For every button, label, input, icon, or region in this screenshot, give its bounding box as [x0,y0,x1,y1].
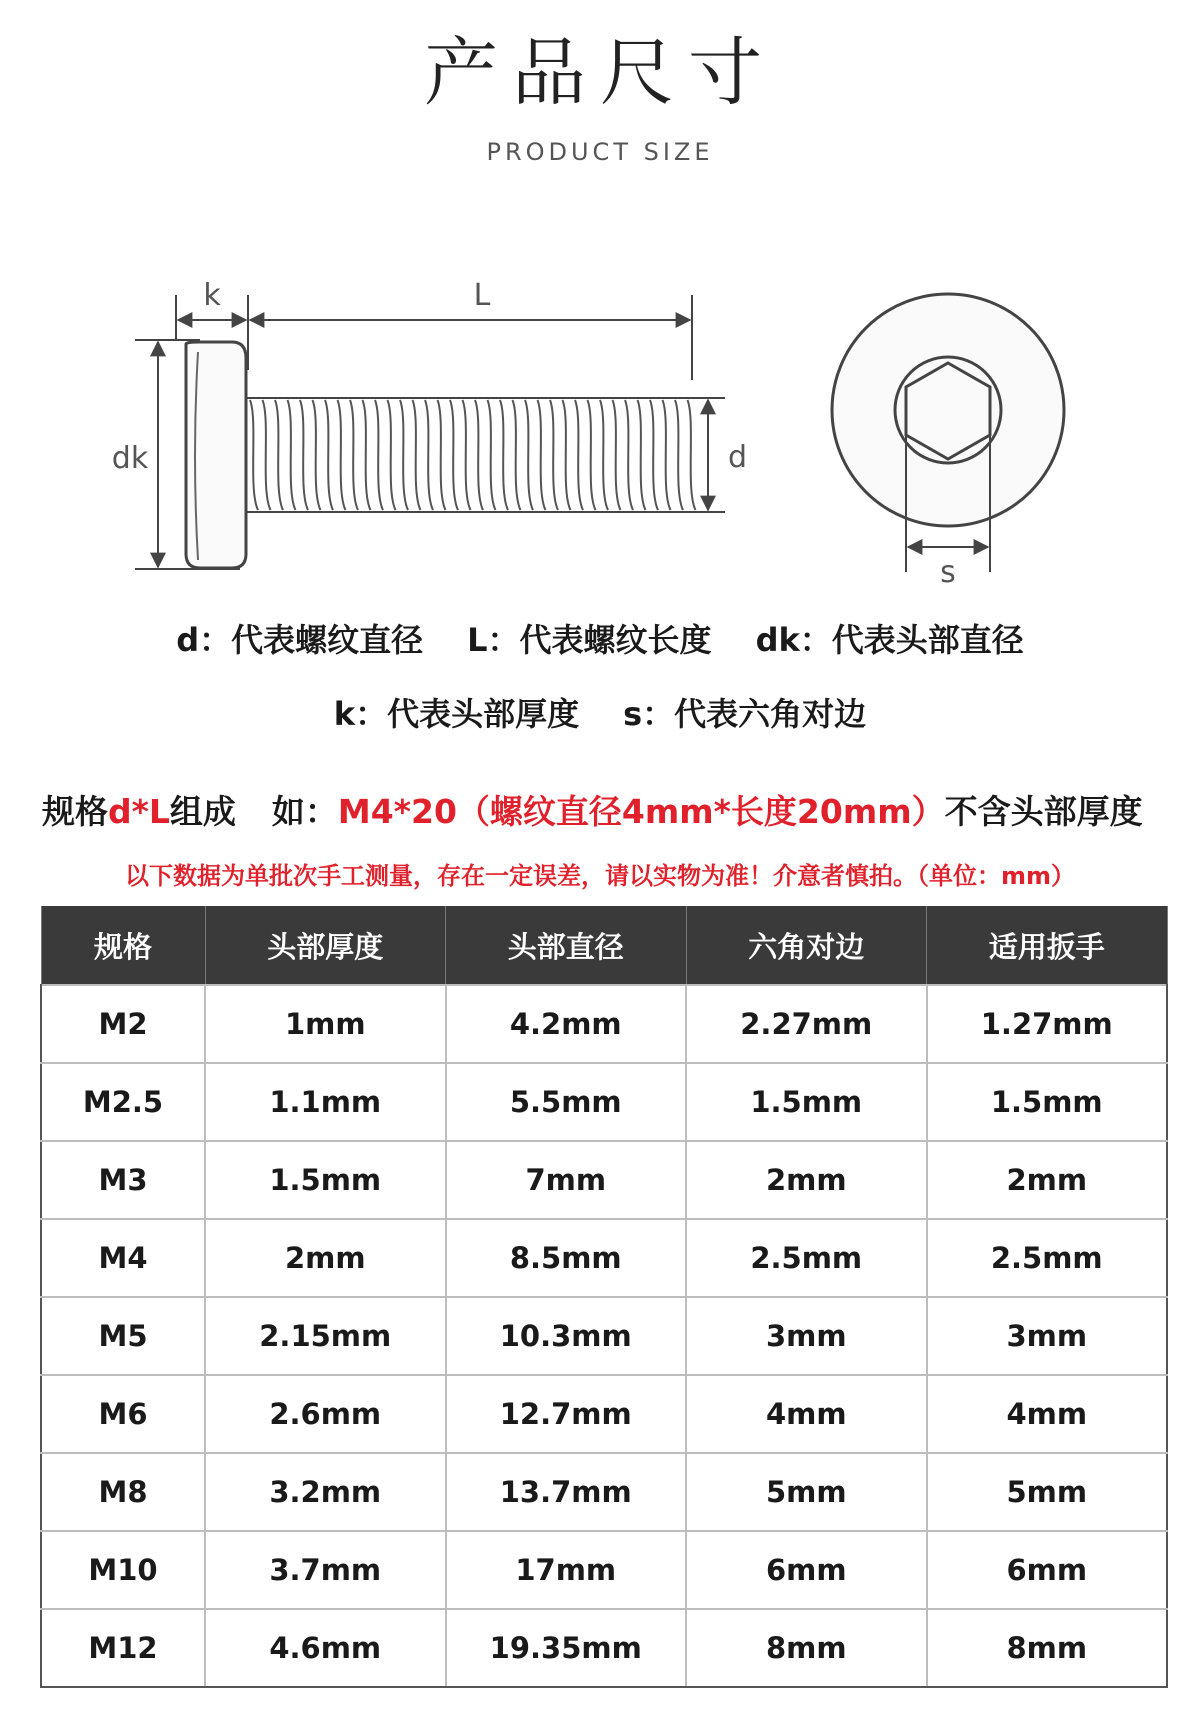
table-cell: 3.7mm [205,1531,446,1609]
legend-line-2 [0,695,1200,733]
legend-item-s [623,695,866,733]
table-cell: 6mm [927,1531,1168,1609]
table-cell: 1.5mm [686,1063,927,1141]
table-cell: 3mm [686,1297,927,1375]
legend-separator: ： [642,695,675,733]
table-cell: 2mm [927,1141,1168,1219]
thread-line [525,400,533,510]
table-row [41,1063,1167,1141]
legend-text: 代表螺纹直径 [231,621,424,659]
table-cell: 7mm [446,1141,687,1219]
legend-key: d [176,621,200,659]
thread-line [413,400,421,510]
table-cell: M2.5 [41,1063,205,1141]
thread-line [475,400,483,510]
spec-prefix: 规格 [42,792,108,831]
table-cell: 2.5mm [686,1219,927,1297]
thread-line [375,400,383,510]
label-d: d [728,440,748,475]
spec-formula: d*L [108,792,170,831]
table-cell: M8 [41,1453,205,1531]
table-cell: 4.2mm [446,985,687,1063]
table-cell: 4mm [927,1375,1168,1453]
table-cell: 8mm [686,1609,927,1687]
thread-line [513,400,521,510]
table-row [41,1531,1167,1609]
column-header: 六角对边 [686,906,927,985]
table-row [41,1297,1167,1375]
legend-key: s [623,695,643,733]
legend-separator: ： [799,621,832,659]
table-cell: 1.27mm [927,985,1168,1063]
table-cell: 19.35mm [446,1609,687,1687]
thread-line [650,400,658,510]
spec-example: M4*20（螺纹直径4mm*长度20mm） [337,792,945,831]
legend-key: dk [755,621,800,659]
column-header: 头部直径 [446,906,687,985]
table-cell: 2mm [686,1141,927,1219]
table-cell: M5 [41,1297,205,1375]
thread-line [325,400,333,510]
label-L: L [473,278,491,313]
thread-line [463,400,471,510]
table-cell: M10 [41,1531,205,1609]
thread-line [563,400,571,510]
table-cell: M4 [41,1219,205,1297]
thread-line [313,400,321,510]
legend-item-dk [756,621,1024,659]
table-cell: M6 [41,1375,205,1453]
table-header-row [41,906,1167,985]
table-row [41,985,1167,1063]
thread-line [575,400,583,510]
label-s: s [940,555,956,590]
legend-separator: ： [355,695,388,733]
table-cell: 10.3mm [446,1297,687,1375]
table-cell: 2.15mm [205,1297,446,1375]
label-k: k [203,278,221,313]
table-cell: 2.6mm [205,1375,446,1453]
table-cell: 1mm [205,985,446,1063]
page-title: 产品尺寸 [424,30,776,116]
column-header: 适用扳手 [927,906,1168,985]
thread-line [300,400,308,510]
table-row [41,1453,1167,1531]
table-cell: 2.27mm [686,985,927,1063]
table-cell: 8mm [927,1609,1168,1687]
page-subtitle: PRODUCT SIZE [486,138,714,166]
thread-line [250,400,258,510]
thread-line [388,400,396,510]
table-row [41,1219,1167,1297]
thread-line [450,400,458,510]
legend-text: 代表螺纹长度 [519,621,712,659]
legend-key: k [333,695,356,733]
thread-line [275,400,283,510]
table-cell: 5mm [927,1453,1168,1531]
table-cell: 2mm [205,1219,446,1297]
table-cell: M12 [41,1609,205,1687]
table-row [41,1609,1167,1687]
table-row [41,1375,1167,1453]
legend-item-l [467,621,711,659]
spec-note-tail: 不含头部厚度 [944,792,1143,831]
table-cell: 6mm [686,1531,927,1609]
bolt-diagram [0,260,1200,590]
thread-line [675,400,683,510]
thread-line [613,400,621,510]
table-cell: 8.5mm [446,1219,687,1297]
label-dk: dk [111,441,149,476]
table-cell: 1.1mm [205,1063,446,1141]
column-header: 头部厚度 [205,906,446,985]
table-cell: 5.5mm [446,1063,687,1141]
table-row [41,1141,1167,1219]
thread-line [350,400,358,510]
column-header: 规格 [41,906,205,985]
table-cell: 4.6mm [205,1609,446,1687]
size-table [40,906,1168,1688]
table-cell: 3mm [927,1297,1168,1375]
table-cell: 5mm [686,1453,927,1531]
thread-line [638,400,646,510]
table-cell: M2 [41,985,205,1063]
thread-line [538,400,546,510]
thread-line [625,400,633,510]
thread-line [550,400,558,510]
thread-line [288,400,296,510]
thread-line [488,400,496,510]
table-cell: 4mm [686,1375,927,1453]
thread-line [425,400,433,510]
table-cell: 1.5mm [927,1063,1168,1141]
legend-item-d [176,621,423,659]
table-cell: 3.2mm [205,1453,446,1531]
thread-line [588,400,596,510]
spec-description [42,792,1172,831]
legend-text: 代表头部直径 [831,621,1024,659]
table-cell: 1.5mm [205,1141,446,1219]
measurement-notice: 以下数据为单批次手工测量，存在一定误差，请以实物为准！介意者慎拍。（单位：mm） [124,862,1075,890]
thread-line [688,400,696,510]
legend-key: L [467,621,488,659]
table-cell: 12.7mm [446,1375,687,1453]
thread-line [338,400,346,510]
legend-text: 代表头部厚度 [387,695,580,733]
legend-separator: ： [487,621,520,659]
thread-line [438,400,446,510]
thread-line [400,400,408,510]
thread-line [600,400,608,510]
thread-line [263,400,271,510]
legend-item-k [334,695,579,733]
table-cell: 17mm [446,1531,687,1609]
table-cell: M3 [41,1141,205,1219]
table-cell: 13.7mm [446,1453,687,1531]
table-cell: 2.5mm [927,1219,1168,1297]
thread-line [363,400,371,510]
thread-line [500,400,508,510]
legend-separator: ： [199,621,232,659]
spec-example-label: 如： [271,792,338,831]
thread-line [663,400,671,510]
legend-line-1 [0,621,1200,659]
legend-text: 代表六角对边 [674,695,867,733]
spec-suffix: 组成 [169,792,236,831]
